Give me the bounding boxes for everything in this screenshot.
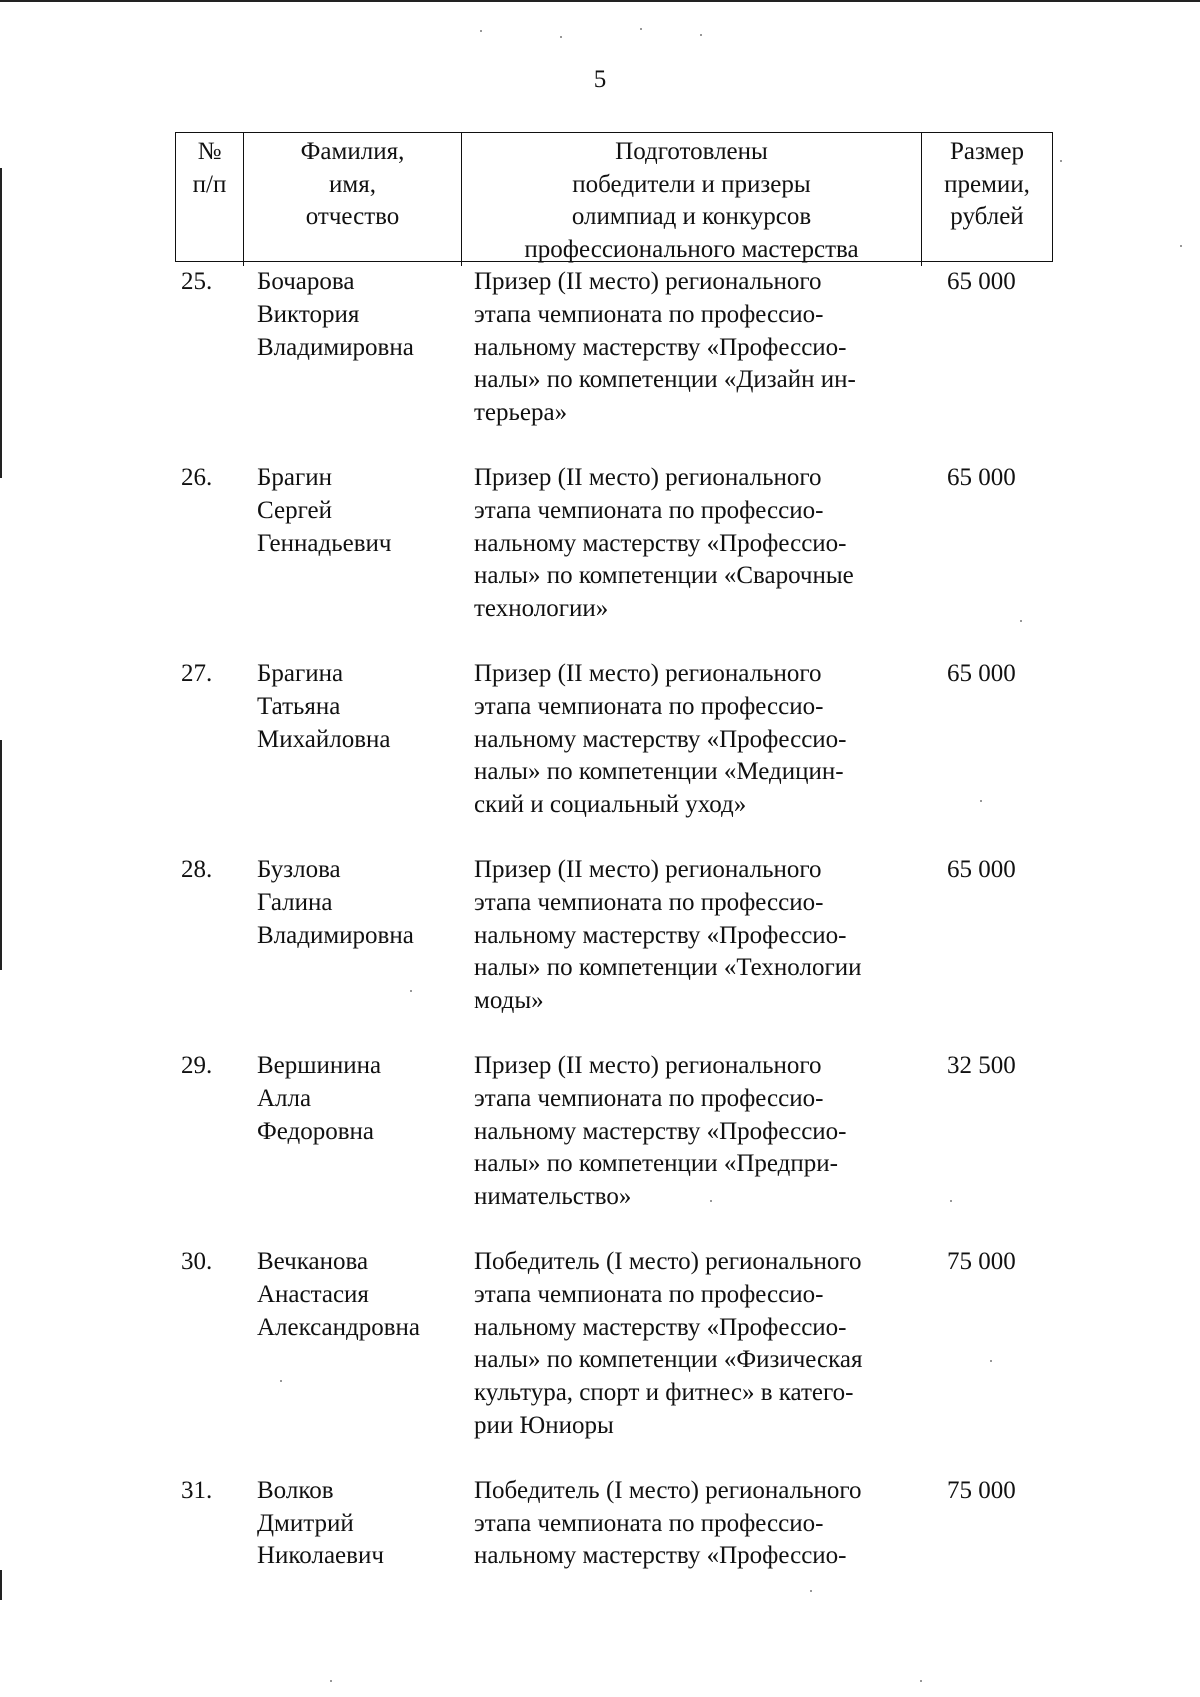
scan-speck <box>330 1680 332 1682</box>
column-header-name: Фамилия, имя, отчество <box>243 133 461 266</box>
table-row <box>175 658 1053 822</box>
page-number: 5 <box>593 66 607 93</box>
table-row <box>175 1246 1053 1443</box>
scan-margin-mark <box>0 740 2 970</box>
row-number: 25. <box>181 268 213 295</box>
row-amount: 75 000 <box>947 1476 1016 1504</box>
row-amount: 65 000 <box>947 463 1016 491</box>
table-row <box>175 266 1053 430</box>
row-number: 30. <box>181 1247 213 1275</box>
row-description: Победитель (I место) регионального этапа чемпионата по профессио- нальному мастерству «Профессио- налы» по компетенции «Физическая культура, спорт и фитнес» в катего- рии Юниоры <box>474 1247 863 1439</box>
column-header-number: № п/п <box>192 138 227 198</box>
row-name: Брагин Сергей Геннадьевич <box>257 463 392 557</box>
scan-speck <box>700 34 702 36</box>
row-amount: 65 000 <box>947 855 1016 883</box>
row-description: Призер (II место) регионального этапа чемпионата по профессио- нальному мастерству «Профессио- налы» по компетенции «Медицин- ский и социальный уход» <box>474 659 847 819</box>
scan-speck <box>640 28 642 30</box>
row-number: 27. <box>181 659 213 687</box>
scan-speck <box>480 30 482 32</box>
row-name: Бочарова Виктория Владимировна <box>257 268 414 361</box>
table-row <box>175 1050 1053 1214</box>
column-header-prepared: Подготовлены победители и призеры олимпиад и конкурсов профессионального мастерства <box>461 133 921 266</box>
scan-edge-line <box>0 0 1200 2</box>
scan-speck <box>1060 160 1062 162</box>
table-row <box>175 854 1053 1018</box>
row-description: Призер (II место) регионального этапа чемпионата по профессио- нальному мастерству «Профессио- налы» по компетенции «Дизайн ин- терьера» <box>474 268 856 427</box>
row-description: Победитель (I место) регионального этапа чемпионата по профессио- нальному мастерству «Профессио- <box>474 1476 862 1570</box>
row-amount: 75 000 <box>947 1247 1016 1275</box>
row-amount: 65 000 <box>947 268 1016 295</box>
table-body <box>175 266 1053 1605</box>
scan-margin-mark <box>0 1570 2 1600</box>
row-number: 31. <box>181 1476 213 1504</box>
row-description: Призер (II место) регионального этапа чемпионата по профессио- нальному мастерству «Профессио- налы» по компетенции «Предпри- нимательство» <box>474 1051 847 1211</box>
table-row <box>175 462 1053 626</box>
column-header-award: Размер премии, рублей <box>921 133 1052 266</box>
row-description: Призер (II место) регионального этапа чемпионата по профессио- нальному мастерству «Профессио- налы» по компетенции «Сварочные технологии» <box>474 463 854 623</box>
scan-speck <box>560 36 562 38</box>
row-number: 28. <box>181 855 213 883</box>
row-name: Волков Дмитрий Николаевич <box>257 1476 384 1570</box>
row-name: Брагина Татьяна Михайловна <box>257 659 391 753</box>
row-description: Призер (II место) регионального этапа чемпионата по профессио- нальному мастерству «Профессио- налы» по компетенции «Технологии моды» <box>474 855 862 1015</box>
table-row <box>175 1475 1053 1573</box>
row-number: 26. <box>181 463 213 491</box>
scan-speck <box>1180 245 1182 247</box>
row-name: Вершинина Алла Федоровна <box>257 1051 382 1145</box>
table-header <box>175 132 1053 262</box>
scan-speck <box>920 1680 922 1682</box>
row-number: 29. <box>181 1051 213 1079</box>
row-name: Вечканова Анастасия Александровна <box>257 1247 421 1341</box>
scan-margin-mark <box>0 168 2 478</box>
row-name: Бузлова Галина Владимировна <box>257 855 414 949</box>
row-amount: 65 000 <box>947 659 1016 687</box>
row-amount: 32 500 <box>947 1051 1016 1079</box>
